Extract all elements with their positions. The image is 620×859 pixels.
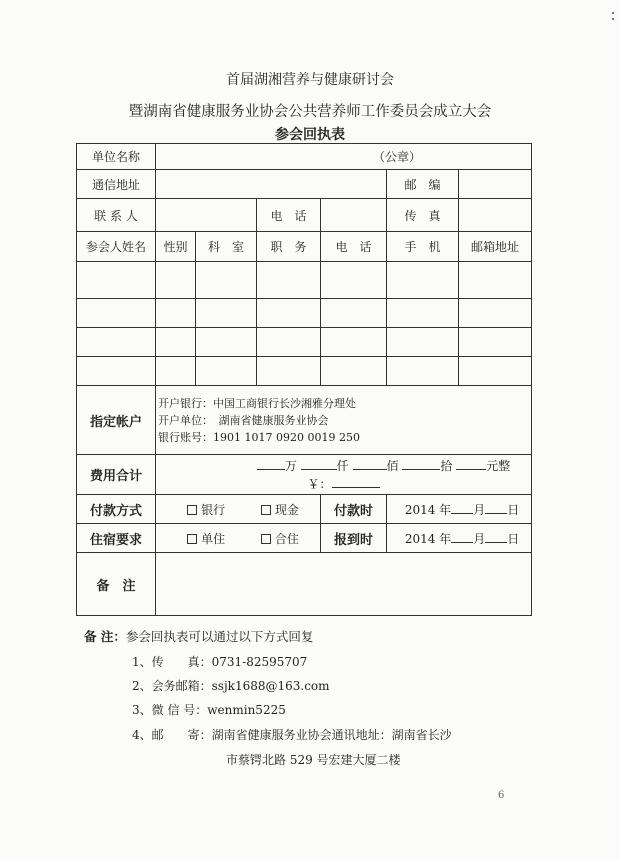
notes-heading: 备 注： bbox=[84, 629, 126, 644]
fax-label: 传 真 bbox=[387, 199, 459, 232]
unit-shi: 拾 bbox=[440, 458, 453, 473]
attendee-row bbox=[77, 328, 532, 357]
payment-row bbox=[77, 495, 532, 524]
unit-wan: 万 bbox=[284, 458, 297, 473]
note-wechat: 3、微 信 号：wenmin5225 bbox=[132, 703, 286, 717]
arrival-date-field[interactable]: 2014 年 月 日 bbox=[387, 524, 532, 553]
attendee-cell[interactable] bbox=[156, 328, 196, 357]
arrival-label: 报到时 bbox=[321, 524, 387, 553]
attendee-cell[interactable] bbox=[321, 262, 387, 299]
payment-label: 付款方式 bbox=[77, 495, 156, 524]
notes-intro: 参会回执表可以通过以下方式回复 bbox=[125, 629, 314, 644]
attendee-cell[interactable] bbox=[321, 299, 387, 328]
lodging-single-option[interactable]: 单住 bbox=[187, 532, 225, 546]
attendee-cell[interactable] bbox=[156, 357, 196, 386]
fax-field[interactable] bbox=[459, 199, 532, 232]
remarks-label: 备 注 bbox=[77, 553, 156, 616]
form-title: 参会回执表 bbox=[275, 127, 345, 143]
phone-field[interactable] bbox=[321, 199, 387, 232]
contact-field[interactable] bbox=[156, 199, 257, 232]
attendee-cell[interactable] bbox=[387, 328, 459, 357]
account-row bbox=[77, 386, 532, 455]
col-mobile: 手 机 bbox=[387, 232, 459, 262]
currency-sign: ￥： bbox=[307, 476, 332, 491]
account-label: 指定帐户 bbox=[77, 386, 156, 455]
attendee-cell[interactable] bbox=[387, 299, 459, 328]
col-position: 职 务 bbox=[257, 232, 321, 262]
unit-bai: 佰 bbox=[386, 458, 399, 473]
attendee-cell[interactable] bbox=[156, 262, 196, 299]
lodging-options bbox=[156, 524, 321, 553]
remarks-field[interactable] bbox=[156, 553, 532, 616]
note-mail: 4、邮 寄：湖南省健康服务业协会通讯地址：湖南省长沙 bbox=[132, 728, 452, 742]
attendee-cell[interactable] bbox=[387, 262, 459, 299]
account-number: 银行账号：1901 1017 0920 0019 250 bbox=[158, 430, 360, 444]
remarks-row bbox=[77, 553, 532, 616]
attendee-cell[interactable] bbox=[196, 357, 257, 386]
attendee-cell[interactable] bbox=[459, 299, 532, 328]
col-email: 邮箱地址 bbox=[459, 232, 532, 262]
address-label: 通信地址 bbox=[77, 170, 156, 199]
bank-name: 开户银行：中国工商银行长沙湘雅分理处 bbox=[158, 396, 356, 410]
unit-yuan: 元整 bbox=[486, 458, 511, 473]
checkbox-icon[interactable] bbox=[261, 505, 271, 515]
payment-bank-option[interactable]: 银行 bbox=[187, 503, 225, 517]
conference-title: 首届湖湘营养与健康研讨会 bbox=[226, 72, 394, 88]
checkbox-icon[interactable] bbox=[261, 534, 271, 544]
attendee-cell[interactable] bbox=[257, 328, 321, 357]
attendee-cell[interactable] bbox=[387, 357, 459, 386]
page-number: 6 bbox=[498, 790, 505, 801]
col-name: 参会人姓名 bbox=[77, 232, 156, 262]
address-row bbox=[77, 170, 532, 199]
unit-field[interactable] bbox=[156, 144, 532, 170]
attendee-cell[interactable] bbox=[196, 328, 257, 357]
payment-time-label: 付款时 bbox=[321, 495, 387, 524]
attendee-row bbox=[77, 299, 532, 328]
attendee-cell[interactable] bbox=[257, 357, 321, 386]
attendee-header-row bbox=[77, 232, 532, 262]
attendee-cell[interactable] bbox=[257, 262, 321, 299]
fee-label: 费用合计 bbox=[77, 455, 156, 495]
contact-label: 联 系 人 bbox=[77, 199, 156, 232]
checkbox-icon[interactable] bbox=[187, 534, 197, 544]
col-gender: 性别 bbox=[156, 232, 196, 262]
attendee-cell[interactable] bbox=[77, 299, 156, 328]
conference-subtitle: 暨湖南省健康服务业协会公共营养师工作委员会成立大会 bbox=[128, 104, 492, 120]
attendee-cell[interactable] bbox=[321, 357, 387, 386]
notes-section bbox=[84, 627, 313, 645]
payment-cash-option[interactable]: 现金 bbox=[261, 503, 299, 517]
fee-row bbox=[77, 455, 532, 495]
attendee-cell[interactable] bbox=[321, 328, 387, 357]
seal-note: （公章） bbox=[373, 150, 422, 164]
attendee-cell[interactable] bbox=[459, 357, 532, 386]
attendee-cell[interactable] bbox=[257, 299, 321, 328]
attendee-cell[interactable] bbox=[77, 357, 156, 386]
address-field[interactable] bbox=[156, 170, 387, 199]
payment-options bbox=[156, 495, 321, 524]
attendee-cell[interactable] bbox=[156, 299, 196, 328]
unit-row bbox=[77, 144, 532, 170]
contact-row bbox=[77, 199, 532, 232]
postcode-field[interactable] bbox=[459, 170, 532, 199]
fee-field[interactable] bbox=[156, 455, 532, 495]
lodging-label: 住宿要求 bbox=[77, 524, 156, 553]
phone-label: 电 话 bbox=[257, 199, 321, 232]
note-mail-address: 市蔡锷北路 529 号宏建大厦二楼 bbox=[226, 753, 401, 767]
scan-speck bbox=[612, 18, 614, 20]
unit-label: 单位名称 bbox=[77, 144, 156, 170]
attendee-row bbox=[77, 262, 532, 299]
attendee-cell[interactable] bbox=[77, 262, 156, 299]
account-holder: 开户单位： 湖南省健康服务业协会 bbox=[158, 413, 329, 427]
attendee-cell[interactable] bbox=[459, 262, 532, 299]
attendee-cell[interactable] bbox=[196, 262, 257, 299]
note-email: 2、会务邮箱：ssjk1688@163.com bbox=[132, 679, 330, 693]
unit-qian: 仟 bbox=[336, 458, 349, 473]
col-department: 科 室 bbox=[196, 232, 257, 262]
lodging-shared-option[interactable]: 合住 bbox=[261, 532, 299, 546]
lodging-row bbox=[77, 524, 532, 553]
registration-form bbox=[76, 143, 532, 616]
checkbox-icon[interactable] bbox=[187, 505, 197, 515]
attendee-cell[interactable] bbox=[459, 328, 532, 357]
note-fax: 1、传 真：0731-82595707 bbox=[132, 655, 308, 669]
postcode-label: 邮 编 bbox=[387, 170, 459, 199]
attendee-row bbox=[77, 357, 532, 386]
scan-speck bbox=[612, 12, 614, 14]
attendee-cell[interactable] bbox=[77, 328, 156, 357]
col-phone: 电 话 bbox=[321, 232, 387, 262]
account-info bbox=[156, 386, 532, 455]
attendee-cell[interactable] bbox=[196, 299, 257, 328]
payment-date-field[interactable]: 2014 年 月 日 bbox=[387, 495, 532, 524]
